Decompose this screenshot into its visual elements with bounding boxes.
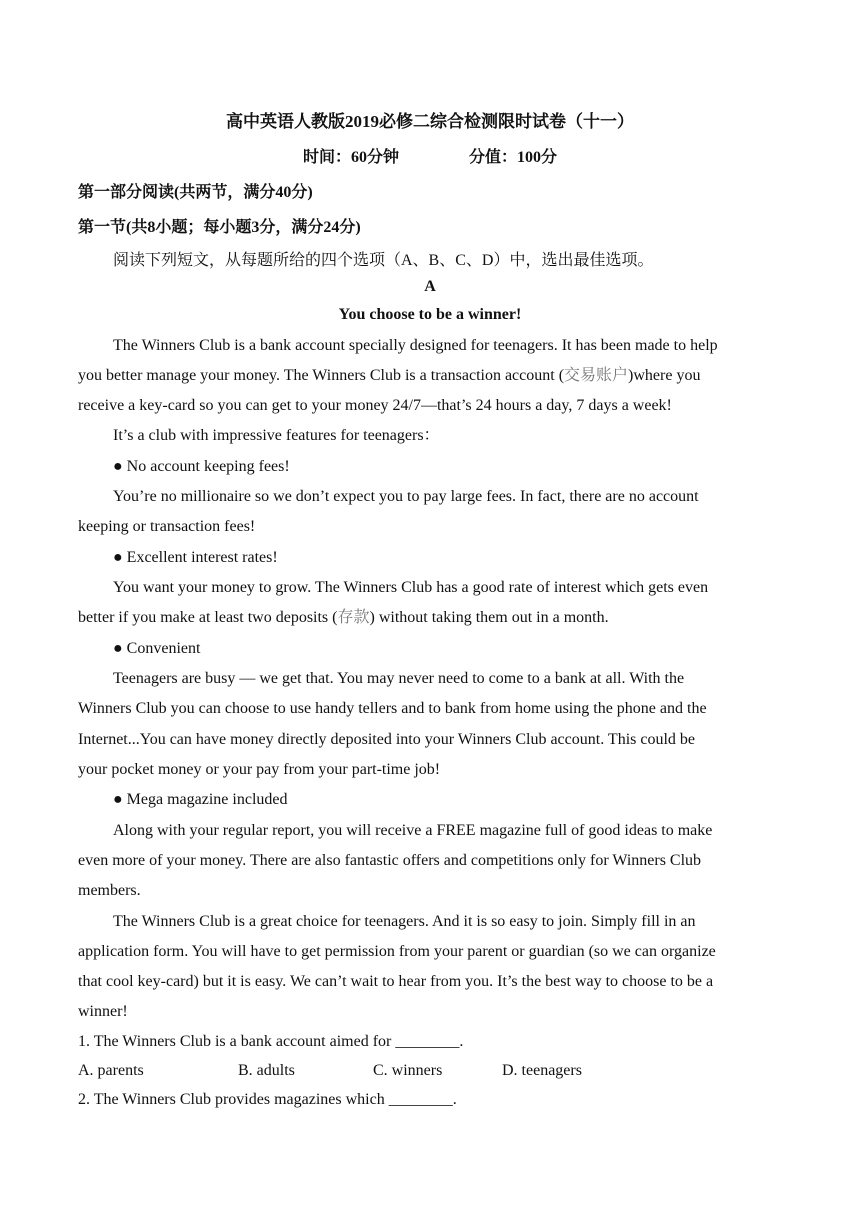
passage-title: You choose to be a winner!: [338, 306, 522, 323]
passage-line: you better manage your money. The Winners Club is a transaction account (交易账户)where you: [78, 367, 701, 384]
exam-meta: [0, 148, 860, 168]
option-a: A. parents: [78, 1062, 144, 1079]
passage-line: application form. You will have to get permission from your parent or guardian (so we can organize: [78, 943, 716, 960]
bullet-item: ● Convenient: [113, 640, 201, 657]
option-d: D. teenagers: [502, 1062, 582, 1079]
passage-line: even more of your money. There are also fantastic offers and competitions only for Winners Club: [78, 852, 702, 869]
passage-line: You want your money to grow. The Winners Club has a good rate of interest which gets even: [113, 579, 709, 596]
bullet-item: ● Mega magazine included: [113, 791, 288, 808]
chinese-gloss: 交易账户: [564, 367, 629, 384]
passage-line: better if you make at least two deposits (存款) without taking them out in a month.: [78, 609, 609, 626]
bullet-item: ● No account keeping fees!: [113, 458, 290, 475]
passage-line: Along with your regular report, you will receive a FREE magazine full of good ideas to make: [113, 822, 713, 839]
option-b: B. adults: [238, 1062, 295, 1079]
instruction-text: 阅读下列短文，从每题所给的四个选项（A、B、C、D）中，选出最佳选项。: [113, 252, 654, 269]
score-label: 分值：100分: [469, 149, 558, 166]
passage-line: Teenagers are busy — we get that. You may never need to come to a bank at all. With the: [113, 670, 685, 687]
exam-title: 高中英语人教版2019必修二综合检测限时试卷（十一）: [226, 112, 634, 131]
bullet-item: ● Excellent interest rates!: [113, 549, 278, 566]
option-c: C. winners: [373, 1062, 443, 1079]
question-stem: 1. The Winners Club is a bank account aimed for ________.: [78, 1033, 464, 1050]
passage-line: Winners Club you can choose to use handy tellers and to bank from home using the phone and the: [78, 700, 707, 717]
passage-line: The Winners Club is a bank account specially designed for teenagers. It has been made to help: [113, 337, 718, 354]
passage-letter: A: [424, 278, 436, 295]
sub-heading: 第一节(共8小题；每小题3分，满分24分): [78, 219, 361, 236]
passage-line: Internet...You can have money directly deposited into your Winners Club account. This could be: [78, 731, 696, 748]
passage-line: members.: [78, 882, 141, 899]
passage-line: that cool key-card) but it is easy. We can’t wait to hear from you. It’s the best way to choose to be a: [78, 973, 714, 990]
passage-line: You’re no millionaire so we don’t expect you to pay large fees. In fact, there are no account: [113, 488, 699, 505]
passage-line: It’s a club with impressive features for teenagers：: [113, 427, 440, 444]
passage-line: your pocket money or your pay from your part-time job!: [78, 761, 441, 778]
passage-line: The Winners Club is a great choice for teenagers. And it is so easy to join. Simply fill in an: [113, 913, 696, 930]
passage-line: receive a key-card so you can get to your money 24/7—that’s 24 hours a day, 7 days a week!: [78, 397, 672, 414]
time-label: 时间：60分钟: [302, 149, 399, 166]
question-stem: 2. The Winners Club provides magazines which ________.: [78, 1091, 457, 1108]
passage-line: keeping or transaction fees!: [78, 518, 256, 535]
part-heading: 第一部分阅读(共两节，满分40分): [78, 184, 313, 201]
chinese-gloss: 存款: [337, 609, 370, 626]
passage-line: winner!: [78, 1003, 128, 1020]
